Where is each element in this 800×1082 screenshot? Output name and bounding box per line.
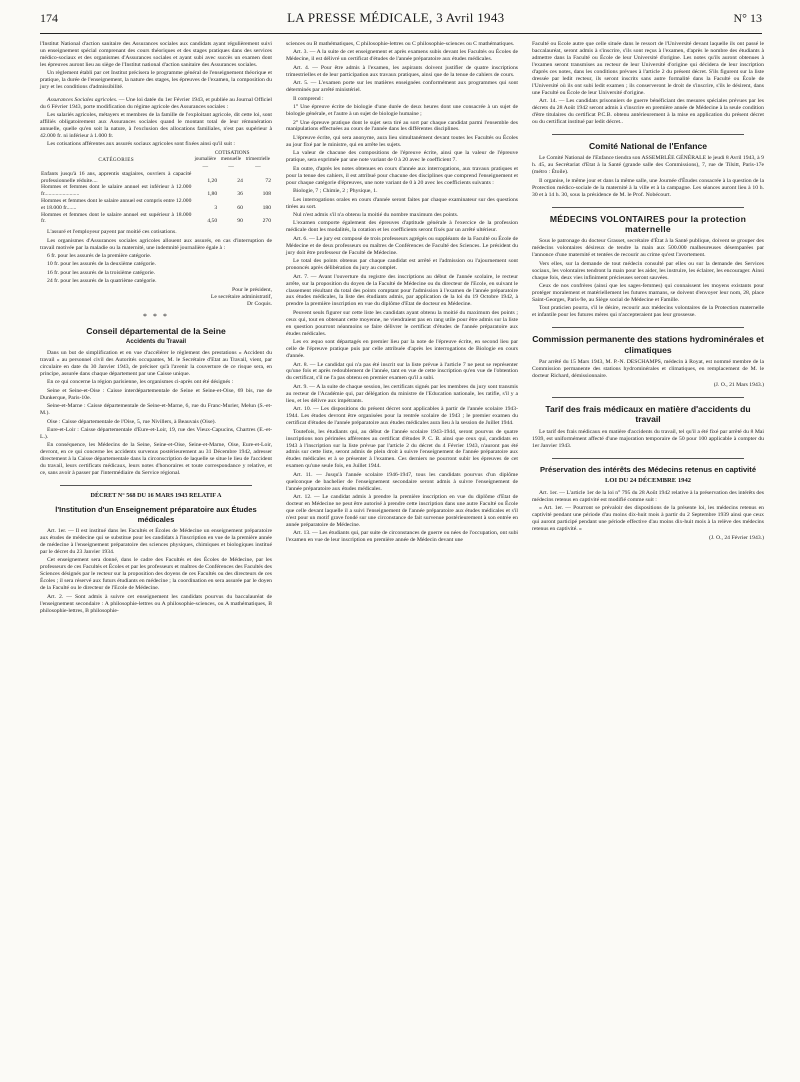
paragraph: Art. 2. — Sont admis à suivre cet enseignement les candidats pourvus du baccalauréat de l'enseignement secondaire : A philosophie-lettres ou A philosophie-sciences, ou A mathématiques, B philosophie-lettres, B philosophie- xyxy=(40,593,272,614)
paragraph: Cet enseignement sera donné, dans le cadre des Facultés et des Écoles de Médecine, par les professeurs de ces Facultés et Écoles et par les professeurs et maîtres de Conférences des Facultés des Sciences désignés par le recteur sur la proposition des doyens de ces Facultés ou des directeurs de ces Écoles ; il sera réservé aux futurs étudiants en médecine ; la coordination en sera assurée par le doyen de la Faculté ou le directeur de l'Ecole de Médecine. xyxy=(40,557,272,592)
column-2 xyxy=(286,41,518,616)
paragraph: En ce qui concerne la région parisienne, les organismes ci-après ont été désignés : xyxy=(47,379,234,386)
paragraph: Seine et Seine-et-Oise : Caisse interdépartementale de Seine et Seine-et-Oise, 69 bis, rue de Dunkerque, Paris-10e. xyxy=(40,387,272,401)
signature-line: Pour le président, xyxy=(232,286,272,293)
paragraph: Art. 12. — Le candidat admis à prendre la première inscription en vue du diplôme d'Etat de docteur en Médecine ne peut être autorisé à prendre cette inscription dans une autre Faculté ou École que celle devant laquelle il a suivi l'enseignement de l'année préparatoire aux études médicales et s'il n'est pour un motif grave fondé sur une circonstance de fait survenue postérieurement à son entrée en année préparatoire de Médecine. xyxy=(286,494,518,528)
divider xyxy=(552,207,744,208)
section-heading: l'Institution d'un Enseignement préparatoire aux Études médicales xyxy=(55,505,257,524)
paragraph: Par arrêté du 15 Mars 1943, M. P.-N. DESCHAMPS, médecin à Royat, est nommé membre de la Commission permanente des stations hydrominérales et climatiques, en remplacement de M. le docteur Richard, démissionnaire. xyxy=(532,359,764,380)
paragraph: Sous le patronage du docteur Grasset, secrétaire d'État à la Santé publique, doivent se grouper des médecins volontaires désireux de tendre la main aux 500.000 malheureuses désemparées par l'annonce d'une maternité et tentées de recourir au crime qu'est l'avortement. xyxy=(532,238,764,259)
column-1 xyxy=(40,41,272,616)
table-header-trimestrielle: trimestrielle xyxy=(245,157,271,163)
list-item: 16 fr. pour les assurés de la troisième catégorie. xyxy=(47,269,156,276)
paragraph: Eure-et-Loir : Caisse départementale d'Eure-et-Loir, 19, rue des Vieux-Capucins, Chartres (E.-et-L.). xyxy=(40,427,272,441)
paragraph: En outre, d'après les notes obtenues en cours d'année aux interrogations, aux travaux pratiques et pour la tenue des cahiers, il est attribué pour chacune des disciplines que comprend l'enseignement et pour chaque catégorie d'épreuves, une note variant de 0 à 20 avec les coefficients suivants : xyxy=(286,165,518,186)
decree-title: DÉCRET N° 568 DU 16 MARS 1943 RELATIF A xyxy=(90,492,222,500)
paragraph: Les cotisations afférentes aux assurés sociaux agricoles sont fixées ainsi qu'il suit : xyxy=(47,141,235,148)
table-row xyxy=(40,198,272,212)
paragraph: sciences ou B mathématiques, C philosophie-lettres ou C philosophie-sciences ou C mathématiques. xyxy=(286,41,515,47)
section-heading: Conseil départemental de la Seine xyxy=(86,325,226,336)
paragraph: L'épreuve écrite, qui sera anonyme, aura lieu simultanément devant toutes les Facultés ou Écoles au jour fixé par le ministre, qui en arrête les sujets. xyxy=(286,134,518,148)
signature-name: Dr Coquis. xyxy=(247,300,272,307)
paragraph: Art. 10. — Les dispositions du présent décret sont applicables à partir de l'année scolaire 1943-1944. Les études devront être organisées pour la rentrée scolaire de 1943 ; le premier examen du certificat d'études de l'année préparatoire aux études médicales aura lieu à la session de Juillet 1944. xyxy=(286,406,518,427)
divider xyxy=(552,327,744,328)
table-header-cotisations: COTISATIONS xyxy=(214,150,250,157)
paragraph-text: — Une loi datée du 1er Février 1943, et publiée au Journal Officiel du 6 Février 1943, porte modification du régime agricole des Assurances sociales : xyxy=(40,96,272,110)
paragraph: Ceux de nos confrères (ainsi que les sages-femmes) qui connaissent les moyens existants pour protéger moralement et matériellement les futures mamans, se doivent d'envoyer leur nom, 28, place Saint-Georges, Paris-9e, au Siège social de Médecine et Famille. xyxy=(532,283,764,303)
paragraph: Il organise, le même jour et dans la même salle, une Journée d'Études consacrée à la question de la Protection médico-sociale de la maternité à la ville et à la campagne. Les séances auront lieu à 10 h. 30 et à 14 h. 30, sous la présidence de M. le Prof. Nobécourt. xyxy=(532,177,764,198)
paragraph: Toutefois, les étudiants qui, au début de l'année scolaire 1943-1944, seront pourvus de quatre inscriptions non périmées afférentes au certificat d'études P. C. B. ainsi que ceux qui, candidats en 1943 à l'inscription sur la liste prévue par l'article 2 du décret du 4 Février 1943, n'auront pas été admis sur cette liste, seront admis de plein droit à suivre l'enseignement de l'année préparatoire aux études médicales et à se présenter à l'examen. Ces derniers ne pourront subir les épreuves de cet examen qu'une seule fois, en Juillet 1944. xyxy=(286,428,518,470)
paragraph: Peuvent seuls figurer sur cette liste les candidats ayant obtenu la moitié du maximum des points ; ceux qui, tout en obtenant cette moyenne, ne viendraient pas en rang utile pour être admis sur la liste en question pourront néanmoins se faire délivrer le certificat d'études de l'année préparatoire aux études médicales. xyxy=(286,309,518,337)
issue-date: 3 Avril 1943 xyxy=(436,10,505,25)
paragraph: Art. 8. — Le candidat qui n'a pas été inscrit sur la liste prévue à l'article 7 ne peut se représenter qu'une fois et après redoublement de l'année, tant en vue de cette inscription qu'en vue de l'obtention du certificat, s'il ne l'a pas obtenu en premier examen qu'il a subi. xyxy=(286,361,518,382)
columns xyxy=(40,41,762,616)
list-item: 6 fr. pour les assurés de la première catégorie. xyxy=(47,252,152,259)
paragraph: Art. 1er. — L'article 1er de la loi n° 795 du 28 Août 1942 relative à la préservation des intérêts des médecins retenus en captivité est modifié comme suit : xyxy=(532,490,764,504)
divider xyxy=(552,134,744,135)
paragraph xyxy=(40,97,272,111)
divider xyxy=(552,458,744,459)
cell-trimestrielle: 180 xyxy=(262,204,271,211)
paragraph: Art. 5. — L'examen porte sur les matières enseignées conformément aux programmes qui sont déterminés par arrêté ministériel. xyxy=(286,80,518,94)
paragraph: L'examen comporte également des épreuves d'aptitude générale à l'exercice de la profession médicale dont les modalités, la cotation et les coefficients seront fixés par un arrêté ultérieur. xyxy=(286,220,518,234)
table-header-categories: CATÉGORIES xyxy=(98,157,135,164)
cell-trimestrielle: 72 xyxy=(265,177,271,184)
section-stars: * * * xyxy=(143,311,169,321)
paragraph: 2° Une épreuve pratique dont le sujet sera tiré au sort par chaque candidat parmi l'ensemble des manipulations effectuées au cours de l'année dans les différentes disciplines. xyxy=(286,119,518,133)
paragraph: Art. 13. — Les étudiants qui, par suite de circonstances de guerre ou nées de l'occupation, ont subi l'examen en vue de leur inscription en première année de Médecin devant une xyxy=(286,530,518,544)
paragraph: En conséquence, les Médecins de la Seine, Seine-et-Oise, Seine-et-Marne, Oise, Eure-et-Loir, devront, en ce qui concerne les accidents survenus postérieurement au 31 Décembre 1942, adresser directement à la Caisse départementale dans la circonscription de laquelle se situe le lieu de l'accident du travail, leurs certificats médicaux, leurs notes d'honoraires et toute correspondance y relative, et ce, sans avoir à passer par l'intermédiaire du Service régional. xyxy=(40,442,272,477)
paragraph: Le Comité National de l'Enfance tiendra son ASSEMBLÉE GÉNÉRALE le jeudi 8 Avril 1943, à 9 h. 45, au Secrétariat d'Etat à la Santé (grande salle des Commissions), 7, rue de Tilsitt, Paris-17e (métro : Étoile). xyxy=(532,155,764,176)
row-label: Hommes et femmes dont le salaire annuel est compris entre 12.000 et 18.000 fr....... xyxy=(41,197,192,211)
table-row xyxy=(40,184,272,198)
section-subheading: Accidents du Travail xyxy=(125,338,187,346)
divider xyxy=(552,397,744,398)
section-heading: Préservation des intérêts des Médecins retenus en captivité xyxy=(539,464,757,474)
source-reference: (J. O., 24 Février 1943.) xyxy=(709,535,764,542)
table-row xyxy=(40,171,272,185)
page-header xyxy=(40,10,762,34)
paragraph: Vers elles, sur la demande de tout médecin consulté par elles ou sur la demande des Services sociaux, les volontaires tendront la main pour les aider, les instruire, les éclairer, les encourager. Ainsi chaque fois, deux vies infiniment précieuses seront sauvées. xyxy=(532,260,764,281)
cell-journaliere: 4,50 xyxy=(207,218,218,225)
row-label: Hommes et femmes dont le salaire annuel est supérieur à 18.000 fr. xyxy=(41,211,192,225)
paragraph: Les salariés agricoles, métayers et membres de la famille de l'exploitant agricole, dit cette loi, sont affiliés obligatoirement aux Assurances sociales quand le montant total de leur rémunération annuelle, quelle qu'en soit la nature, à l'exclusion des allocations familiales, n'est pas supérieur à 42.000 fr. ni inférieur à 1.000 fr. xyxy=(40,112,272,139)
paragraph: Tout praticien pourra, s'il le désire, recourir aux médecins volontaires de la Protection maternelle et infantile pour les futures mères qui n'accepteraient pas leur grossesse. xyxy=(532,305,764,319)
paragraph: Faculté ou Ecole autre que celle située dans le ressort de l'Université devant laquelle ils ont passé le baccalauréat, seront admis à s'inscrire, s'ils sont reçus à l'examen, d'après le nombre des étudiants à admettre dans la Faculté ou École de leur Université d'origine. Les notes qu'ils auront obtenues à l'examen seront transmises au recteur de leur Université d'origine qui décidera de leur inscription d'après ces notes, dans les conditions prévues à l'article 2 du présent décret. S'ils figurent sur la liste dressée par ledit recteur, ils seront inscrits sans autre formalité dans la Faculté ou École de l'Université où ils ont subi ledit examen ; ils conserveront le droit de s'inscrire, s'ils le désirent, dans une Faculté ou École de leur Université d'origine. xyxy=(532,41,764,96)
paragraph: Dans un but de simplification et en vue d'accélérer le règlement des prestations « Accident du travail » au personnel civil des Autorités occupantes, M. le Secrétaire d'Etat au Travail, vient, par circulaire en date du 30 Janvier 1943, de préciser qu'à l'avenir la couverture de ce risque sera, en principe, assurée dans chaque département par une Caisse unique. xyxy=(40,350,272,377)
cell-journaliere: 3 xyxy=(214,204,218,211)
journal-title-line: LA PRESSE MÉDICALE, 3 Avril 1943 xyxy=(287,10,505,25)
page-number: 174 xyxy=(40,11,58,25)
table-header-mensuelle: mensuelle xyxy=(220,157,242,163)
paragraph: Le tarif des frais médicaux en matière d'accidents du travail, tel qu'il a été fixé par arrêté du 8 Mai 1939, est uniformément affecté d'une majoration temporaire de 50 pour 100 applicable à compter du 1er Janvier 1943. xyxy=(532,428,764,449)
lead-italic: Assurances Sociales agricoles. xyxy=(47,96,118,103)
paragraph: Art. 14. — Les candidats prisonniers de guerre bénéficiant des mesures spéciales prévues par les décrets du 28 Août 1942 seront admis à s'inscrire en première année de Médecine à la seule condition d'être titulaires du certificat P.C.B. obtenu antérieurement à la mise en application du présent décret ou du certificat institué par ledit décret.. xyxy=(532,98,764,125)
column-3 xyxy=(532,41,764,616)
cell-mensuelle: 36 xyxy=(237,191,243,198)
row-label: Enfants jusqu'à 16 ans, apprentis stagiaires, ouvriers à capacité professionnelle réduite.... xyxy=(41,170,192,184)
section-heading: Comité National de l'Enfance xyxy=(588,140,708,151)
paragraph: Art. 7. — Avant l'ouverture du registre des inscriptions au début de l'année scolaire, le recteur arrête, sur la proposition du doyen de la Faculté de Médecine ou du directeur de l'Ecole, en suivant le classement résultant du total des points comptant pour l'admission à l'examen de l'année préparatoire aux études médicales, la liste des étudiants admis, par application de la loi du 19 Octobre 1942, à prendre la première inscription en vue du diplôme d'Etat de docteur en Médecine. xyxy=(286,273,518,308)
paragraph: L'assuré et l'employeur payent par moitié ces cotisations. xyxy=(47,229,177,236)
cell-trimestrielle: 270 xyxy=(262,218,271,225)
paragraph: Biologie, 7 ; Chimie, 2 ; Physique, 1. xyxy=(293,188,378,195)
cell-mensuelle: 24 xyxy=(237,177,243,184)
paragraph: l'Institut National d'action sanitaire des Assurances sociales aux candidats ayant régulièrement suivi un enseignement spécial comprenant des cours théoriques et des stages pratiques dans des services médico-sociaux et des organismes d'Assurances sociales et ayant subi avec succès un examen dont les épreuves auront lieu au siège de l'Institut national d'action sanitaire des Assurances sociales. xyxy=(40,41,272,68)
table-row xyxy=(40,212,272,226)
paragraph: « Art. 1er. — Pourront se prévaloir des dispositions de la présente loi, les médecins retenus en captivité pendant une période d'au moins dix-huit mois à partir du 2 Septembre 1939 ainsi que ceux qui auront participé pendant une période effective d'au moins dix-huit mois à la relève des médecins retenus en captivité. » xyxy=(532,505,764,533)
paragraph: Art. 11. — Jusqu'à l'année scolaire 1946-1947, tous les candidats pourvus d'un diplôme quelconque de bachelier de l'enseignement secondaire seront admis à suivre l'enseignement de l'année préparatoire aux études médicales. xyxy=(286,471,518,492)
cotisations-table: CATÉGORIES COTISATIONS journalière mensuelle trimestrielle — — — Enfants jusqu'à 16 ans, apprentis stagiaires, ouvriers à capacité professionnelle réduite.... 1,20 24 72 Hommes et femmes dont le salaire annuel est inférieur à 12.000 fr......................... 1,80 36 108 Hommes et femmes dont le salaire annuel est compris entre 12.000 et 18.000 fr....... 3 60 180 Hommes et femmes dont le salaire annuel est supérieur à 18.000 fr. 4,50 90 270 xyxy=(41,150,271,225)
paragraph: Les organismes d'Assurances sociales agricoles allouent aux assurés, en cas d'interruption de travail motivée par la maladie ou la maternité, une indemnité journalière égale à : xyxy=(40,237,272,251)
paragraph: Art. 3. — A la suite de cet enseignement et après examens subis devant les Facultés ou Écoles de Médecine, il est délivré un certificat d'études de l'année préparatoire aux études médicales. xyxy=(286,49,518,63)
paragraph: Seine-et-Marne : Caisse départementale de Seine-et-Marne, 6, rue du Franc-Murier, Melun (S.-et-M.). xyxy=(40,403,272,417)
section-heading: Tarif des frais médicaux en matière d'accidents du travail xyxy=(545,403,751,425)
journal-title: LA PRESSE MÉDICALE xyxy=(287,10,429,25)
paragraph: La valeur de chacune des compositions de l'épreuve écrite, ainsi que la valeur de l'épreuve pratique, sera exprimée par une note variant de 0 à 20 avec le coefficient 7. xyxy=(286,150,518,164)
paragraph: Art. 6. — Le jury est composé de trois professeurs agrégés ou suppléants de la Faculté ou École de Médecine et de deux professeurs ou maîtres de Conférences de Faculté des Sciences. Le président du jury doit être professeur de Faculté de Médecine. xyxy=(286,235,518,256)
signature-line: Le secrétaire administratif, xyxy=(210,293,272,300)
paragraph: Les interrogations orales en cours d'année seront faites par chaque examinateur sur des questions tirées au sort. xyxy=(286,196,518,210)
paragraph: 1° Une épreuve écrite de biologie d'une durée de deux heures dont une consacrée à un sujet de biologie générale, et l'autre à un sujet de biologie humaine ; xyxy=(286,104,518,118)
paragraph: Oise : Caisse départementale de l'Oise, 5, rue Nivillers, à Beauvais (Oise). xyxy=(47,418,216,425)
paragraph: Les ex æquo sont départagés en premier lieu par la note de l'épreuve écrite, en second lieu par celle de l'épreuve pratique puis par celle attribuée d'après les interrogations de Biologie en cours d'année. xyxy=(286,339,518,360)
list-item: 10 fr. pour les assurés de la deuxième catégorie. xyxy=(47,261,156,268)
issue-number: N° 13 xyxy=(733,11,762,25)
law-title: LOI DU 24 DÉCEMBRE 1942 xyxy=(604,477,692,485)
source-reference: (J. O., 21 Mars 1943.) xyxy=(713,382,764,389)
divider xyxy=(60,485,252,486)
row-label: Hommes et femmes dont le salaire annuel est inférieur à 12.000 fr......................... xyxy=(41,184,192,198)
cell-mensuelle: 60 xyxy=(237,204,243,211)
cell-mensuelle: 90 xyxy=(237,218,243,225)
section-heading: MÉDECINS VOLONTAIRES pour la protection maternelle xyxy=(549,213,747,234)
paragraph: Art. 9. — A la suite de chaque session, les certificats signés par les membres du jury sont transmis au recteur de l'Académie qui, par délégation du ministre de l'Education nationale, les ratifie, s'il y a lieu, et les délivre aux impétrants. xyxy=(286,383,518,404)
cell-journaliere: 1,80 xyxy=(207,191,218,198)
list-item: 24 fr. pour les assurés de la quatrième catégorie. xyxy=(47,278,157,285)
paragraph: Un règlement établi par cet Institut précisera le programme général de l'enseignement théorique et pratique, la durée de l'enseignement, la nature des stages, les épreuves de l'examen, la composition du jury et les conditions d'admissibilité. xyxy=(40,70,272,91)
cell-trimestrielle: 108 xyxy=(262,191,271,198)
paragraph: Art. 1er. — Il est institué dans les Facultés et Écoles de Médecine un enseignement préparatoire aux études de médecine qui se substitue pour les candidats à l'inscription en vue de la première année de médecine à l'enseignement préparatoire des sciences physiques, chimiques et biologiques institué par le décret du 23 Janvier 1934. xyxy=(40,528,272,555)
table-header-journaliere: journalière xyxy=(194,157,217,163)
cell-journaliere: 1,20 xyxy=(207,177,218,184)
paragraph: Le total des points obtenus par chaque candidat est arrêté et l'admission ou l'ajournement sont prononcés après délibération du jury au complet. xyxy=(286,258,518,272)
paragraph: Nul n'est admis s'il n'a obtenu la moitié du nombre maximum des points. xyxy=(293,211,459,218)
section-heading: Commission permanente des stations hydrominérales et climatiques xyxy=(532,334,764,355)
paragraph: Il comprend : xyxy=(293,95,324,102)
paragraph: Art. 4. — Pour être admis à l'examen, les aspirants doivent justifier de quatre inscriptions trimestrielles et de leur participation aux travaux pratiques, ainsi que de la tenue de cahiers de cours. xyxy=(286,64,518,78)
